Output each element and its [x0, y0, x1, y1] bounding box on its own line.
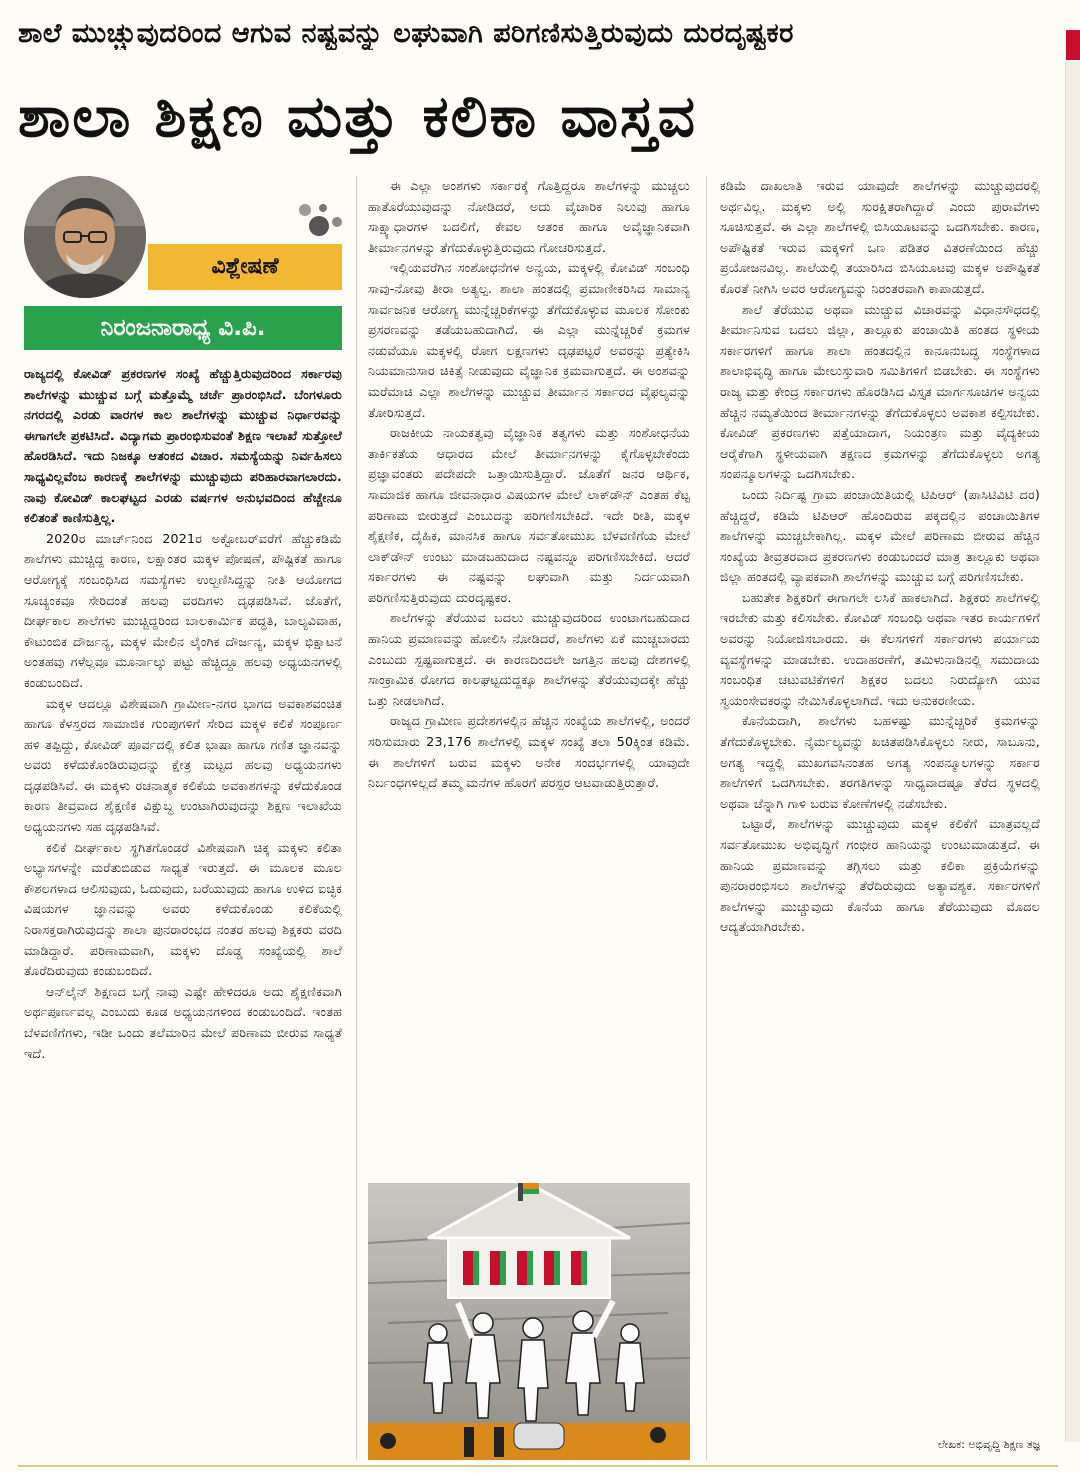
author-credit: ಲೇಖಕ: ಅಭಿವೃದ್ಧಿ ಶಿಕ್ಷಣ ತಜ್ಞ: [937, 1438, 1040, 1451]
school-children-illustration: [368, 1183, 690, 1460]
paragraph: ರಾಜ್ಯದ ಗ್ರಾಮೀಣ ಪ್ರದೇಶಗಳಲ್ಲಿನ ಹೆಚ್ಚಿನ ಸಂಖ್ಯೆಯ ಶಾಲೆಗಳಲ್ಲಿ, ಅಂದರೆ ಸರಿಸುಮಾರು 23,176 ಶಾಲೆಗಳಲ್ಲಿ ಮಕ್ಕಳ ಸಂಖ್ಯೆ ತಲಾ 50ಕ್ಕಿಂತ ಕಡಿಮೆ. ಈ ಶಾಲೆಗಳಿಗೆ ಬರುವ ಮಕ್ಕಳು ಅನೇಕ ಸಂದರ್ಭಗಳಲ್ಲಿ ಯಾವುದೇ ನಿರ್ಬಂಧಗಳಿಲ್ಲದೆ ತಮ್ಮ ಮನೆಗಳ ಹೊರಗೆ ಪರಸ್ಪರ ಆಟವಾಡುತ್ತಿರುತ್ತಾರೆ.: [368, 713, 690, 791]
section-tag: ವಿಶ್ಲೇಷಣೆ: [211, 254, 279, 279]
paragraph: ಶಾಲೆ ತೆರೆಯುವ ಅಥವಾ ಮುಚ್ಚುವ ವಿಚಾರವನ್ನು ವಿಧಾನಸೌಧದಲ್ಲಿ ತೀರ್ಮಾನಿಸುವ ಬದಲು ಜಿಲ್ಲಾ, ತಾಲ್ಲೂಕು ಪಂಚಾಯಿತಿ ಹಂತದ ಸ್ಥಳೀಯ ಸರ್ಕಾರಗಳಿಗೆ ಹಾಗೂ ಶಾಲಾ ಹಂತದಲ್ಲಿನ ಕಾನೂನುಬದ್ಧ ಸಂಸ್ಥೆಗಳಾದ ಶಾಲಾಭಿವೃದ್ಧಿ ಹಾಗೂ ಮೇಲುಸ್ತುವಾರಿ ಸಮಿತಿಗಳಿಗೆ ಬಿಡಬೇಕು. ಈ ಸಂಸ್ಥೆಗಳು ರಾಜ್ಯ ಮತ್ತು ಕೇಂದ್ರ ಸರ್ಕಾರಗಳು ಹೊರಡಿಸಿದ ವಿಸ್ತೃತ ಮಾರ್ಗಸೂಚಿಗಳ ಅನ್ವಯ ಹೆಚ್ಚಿನ ನಮ್ಯತೆಯಿಂದ ತೀರ್ಮಾನಗಳನ್ನು ತೆಗೆದುಕೊಳ್ಳಲು ಅವಕಾಶ ಕಲ್ಪಿಸಬೇಕು. ಕೋವಿಡ್ ಪ್ರಕರಣಗಳು ಪತ್ತೆಯಾದಾಗ, ನಿಯಂತ್ರಣ ಮತ್ತು ವೈದ್ಯಕೀಯ ಆರೈಕೆಗಾಗಿ ಸ್ಥಳೀಯವಾಗಿ ತಕ್ಷಣದ ಕ್ರಮಗಳನ್ನು ತೆಗೆದುಕೊಳ್ಳಲು ಅಗತ್ಯ ಸಂಪನ್ಮೂಲಗಳನ್ನು ಒದಗಿಸಬೇಕು.: [720, 301, 1040, 482]
decorative-dots: [295, 200, 345, 240]
page-edge-marker: [1066, 30, 1080, 60]
paragraph: ಕೊನೆಯದಾಗಿ, ಶಾಲೆಗಳು ಬಹಳಷ್ಟು ಮುನ್ನೆಚ್ಚರಿಕೆ ಕ್ರಮಗಳನ್ನು ತೆಗೆದುಕೊಳ್ಳಬೇಕು. ನೈರ್ಮಲ್ಯವನ್ನು ಖಚಿತಪಡಿಸಿಕೊಳ್ಳಲು ನೀರು, ಸಾಬೂನು, ಅಗತ್ಯ ಇದ್ದಲ್ಲಿ ಮುಖಗವಸಿನಂತಹ ಅಗತ್ಯ ಸಂಪನ್ಮೂಲಗಳನ್ನು ಸರ್ಕಾರ ಶಾಲೆಗಳಿಗೆ ಒದಗಿಸಬೇಕು. ತರಗತಿಗಳನ್ನು ಸಾಧ್ಯವಾದಷ್ಟೂ ತೆರೆದ ಸ್ಥಳದಲ್ಲಿ ಅಥವಾ ಚೆನ್ನಾಗಿ ಗಾಳಿ ಬರುವ ಕೋಣೆಗಳಲ್ಲಿ ನಡೆಸಬೇಕು.: [720, 713, 1040, 811]
paragraph: ಒಟ್ಟಾರೆ, ಶಾಲೆಗಳನ್ನು ಮುಚ್ಚುವುದು ಮಕ್ಕಳ ಕಲಿಕೆಗೆ ಮಾತ್ರವಲ್ಲದೆ ಸರ್ವತೋಮುಖ ಅಭಿವೃದ್ಧಿಗೆ ಗಂಭೀರ ಹಾನಿಯನ್ನು ಉಂಟುಮಾಡುತ್ತದೆ. ಈ ಹಾನಿಯ ಪ್ರಮಾಣವನ್ನು ತಗ್ಗಿಸಲು ಮತ್ತು ಕಲಿಕಾ ಪ್ರಕ್ರಿಯೆಗಳನ್ನು ಪುನರಾರಂಭಿಸಲು ಶಾಲೆಗಳನ್ನು ತೆರೆದಿರುವುದು ಅತ್ಯಾವಶ್ಯಕ. ಸರ್ಕಾರಗಳಿಗೆ ಶಾಲೆಗಳನ್ನು ಮುಚ್ಚುವುದು ಕೊನೆಯ ಹಾಗೂ ತೆರೆಯುವುದು ಮೊದಲ ಆದ್ಯತೆಯಾಗಿರಬೇಕು.: [720, 816, 1040, 935]
paragraph: ಕಡಿಮೆ ದಾಖಲಾತಿ ಇರುವ ಯಾವುದೇ ಶಾಲೆಗಳನ್ನು ಮುಚ್ಚುವುದರಲ್ಲಿ ಅರ್ಥವಿಲ್ಲ. ಮಕ್ಕಳು ಅಲ್ಲಿ ಸುರಕ್ಷಿತರಾಗಿದ್ದಾರೆ ಎಂದು ಪುರಾವೆಗಳು ಸೂಚಿಸುತ್ತವೆ. ಈ ಎಲ್ಲಾ ಶಾಲೆಗಳಲ್ಲಿ ಬಿಸಿಯೂಟವನ್ನು ಒದಗಿಸಬೇಕು. ಕಾರಣ, ಅಪೌಷ್ಟಿಕತೆ ಇರುವ ಮಕ್ಕಳಿಗೆ ಒಣ ಪಡಿತರ ವಿತರಣೆಯಿಂದ ಹೆಚ್ಚು ಪ್ರಯೋಜನವಿಲ್ಲ. ಶಾಲೆಯಲ್ಲಿ ತಯಾರಿಸಿದ ಬಿಸಿಯೂಟವು ಮಕ್ಕಳ ಅಪೌಷ್ಟಿಕತೆ ಕೊರತೆ ನೀಗಿಸಿ ಅವರ ಆರೋಗ್ಯವನ್ನು ನಿರಂತರವಾಗಿ ಕಾಪಾಡುತ್ತದೆ.: [720, 178, 1040, 296]
paragraph: ರಾಜಕೀಯ ನಾಯಕತ್ವವು ವೈಜ್ಞಾನಿಕ ತತ್ವಗಳು ಮತ್ತು ಸಂಶೋಧನೆಯ ತಾರ್ಕಿಕತೆಯ ಆಧಾರದ ಮೇಲೆ ತೀರ್ಮಾನಗಳನ್ನು ಕೈಗೊಳ್ಳಬೇಕೆಂದು ಪ್ರಜ್ಞಾವಂತರು ಪದೇಪದೇ ಒತ್ತಾಯಿಸುತ್ತಿದ್ದಾರೆ. ಜೊತೆಗೆ ಜನರ ಆರ್ಥಿಕ, ಸಾಮಾಜಿಕ ಹಾಗೂ ಜೀವನಾಧಾರ ವಿಷಯಗಳ ಮೇಲೆ ಲಾಕ್‌ಡೌನ್ ಎಂತಹ ಕೆಟ್ಟ ಪರಿಣಾಮ ಬೀರುತ್ತದೆ ಎಂಬುದನ್ನು ಪರಿಗಣಿಸಬೇಕಿದೆ. ಇದೇ ರೀತಿ, ಮಕ್ಕಳ ಶೈಕ್ಷಣಿಕ, ದೈಹಿಕ, ಮಾನಸಿಕ ಹಾಗೂ ಸರ್ವತೋಮುಖ ಬೆಳವಣಿಗೆಯ ಮೇಲೆ ಲಾಕ್‌ಡೌನ್ ಉಂಟು ಮಾಡಬಹುದಾದ ನಷ್ಟವನ್ನೂ ಪರಿಗಣಿಸಬೇಕಿದೆ. ಆದರೆ ಸರ್ಕಾರಗಳು ಈ ನಷ್ಟವನ್ನು ಲಘುವಾಗಿ ಮತ್ತು ನಿರ್ದಯವಾಗಿ ಪರಿಗಣಿಸುತ್ತಿರುವುದು ದುರದೃಷ್ಟಕರ.: [368, 425, 690, 605]
paragraph: ಇಲ್ಲಿಯವರೆಗಿನ ಸಂಶೋಧನೆಗಳ ಅನ್ವಯ, ಮಕ್ಕಳಲ್ಲಿ ಕೋವಿಡ್ ಸಂಬಂಧಿ ಸಾವು-ನೋವು ತೀರಾ ಅತ್ಯಲ್ಪ. ಶಾಲಾ ಹಂತದಲ್ಲಿ ಪ್ರಮಾಣೀಕರಿಸಿದ ಸಾಮಾನ್ಯ ಸಾರ್ವಜನಿಕ ಆರೋಗ್ಯ ಮುನ್ನೆಚ್ಚರಿಕೆಗಳನ್ನು ತೆಗೆದುಕೊಳ್ಳುವ ಮೂಲಕ ಸೋಂಕು ಪ್ರಸರಣವನ್ನು ತಡೆಯಬಹುದಾಗಿದೆ. ಈ ಎಲ್ಲಾ ಮುನ್ನೆಚ್ಚರಿಕೆ ಕ್ರಮಗಳ ನಡುವೆಯೂ ಮಕ್ಕಳಲ್ಲಿ ರೋಗ ಲಕ್ಷಣಗಳು ದೃಢಪಟ್ಟರೆ ಅವರನ್ನು ಪ್ರತ್ಯೇಕಿಸಿ ನಿಯಮಾನುಸಾರ ಚಿಕಿತ್ಸೆ ನೀಡುವುದು ವೈಜ್ಞಾನಿಕ ಕ್ರಮವಾಗುತ್ತದೆ. ಈ ಅಂಶವನ್ನು ಮರೆಮಾಚಿ ಎಲ್ಲಾ ಶಾಲೆಗಳನ್ನು ಮುಚ್ಚುವ ತೀರ್ಮಾನ ಸರ್ಕಾರದ ವೈಫಲ್ಯವನ್ನು ತೋರಿಸುತ್ತದೆ.: [368, 260, 690, 420]
author-byline: ನಿರಂಜನಾರಾಧ್ಯ ವಿ.ಪಿ.: [24, 306, 342, 350]
author-portrait: [24, 176, 146, 298]
article-column-2: [368, 176, 690, 1182]
article-column-1: [24, 364, 342, 1464]
article-column-3: [720, 176, 1040, 1440]
headline: ಶಾಲಾ ಶಿಕ್ಷಣ ಮತ್ತು ಕಲಿಕಾ ವಾಸ್ತವ: [18, 82, 697, 150]
column-divider: [356, 176, 357, 1460]
kicker-line: ಶಾಲೆ ಮುಚ್ಚುವುದರಿಂದ ಆಗುವ ನಷ್ಟವನ್ನು ಲಘುವಾಗಿ ಪರಿಗಣಿಸುತ್ತಿರುವುದು ದುರದೃಷ್ಟಕರ: [18, 18, 794, 49]
paragraph: ಬಹುತೇಕ ಶಿಕ್ಷಕರಿಗೆ ಈಗಾಗಲೇ ಲಸಿಕೆ ಹಾಕಲಾಗಿದೆ. ಶಿಕ್ಷಕರು ಶಾಲೆಗಳಲ್ಲಿ ಇರಬೇಕು ಮತ್ತು ಕಲಿಸಬೇಕು. ಕೋವಿಡ್ ಸಂಬಂಧಿ ಅಥವಾ ಇತರ ಕಾರ್ಯಗಳಿಗೆ ಅವರನ್ನು ನಿಯೋಜಿಸಬಾರದು. ಈ ಕೆಲಸಗಳಿಗೆ ಸರ್ಕಾರಗಳು ಪರ್ಯಾಯ ವ್ಯವಸ್ಥೆಗಳನ್ನು ಮಾಡಬೇಕು. ಉದಾಹರಣೆಗೆ, ತಮಿಳುನಾಡಿನಲ್ಲಿ ಸಮುದಾಯ ಸಂಬಂಧಿತ ಚಟುವಟಿಕೆಗಳಿಗೆ ಶಿಕ್ಷಕರ ಬದಲು ನಿರುದ್ಯೋಗಿ ಯುವ ಸ್ವಯಂಸೇವಕರನ್ನು ನೇಮಿಸಿಕೊಳ್ಳಲಾಗಿದೆ. ಇದು ಅನುಕರಣೀಯ.: [720, 589, 1040, 708]
paragraph: ಶಾಲೆಗಳನ್ನು ತೆರೆಯುವ ಬದಲು ಮುಚ್ಚುವುದರಿಂದ ಉಂಟಾಗಬಹುದಾದ ಹಾನಿಯ ಪ್ರಮಾಣವನ್ನು ಹೋಲಿಸಿ ನೋಡಿದರೆ, ಶಾಲೆಗಳು ಏಕೆ ಮುಚ್ಚಬಾರದು ಎಂಬುದು ಸ್ಪಷ್ಟವಾಗುತ್ತದೆ. ಈ ಕಾರಣದಿಂದಲೇ ಜಗತ್ತಿನ ಹಲವು ದೇಶಗಳಲ್ಲಿ ಸಾಂಕ್ರಾಮಿಕ ರೋಗದ ಕಾಲಘಟ್ಟದುದ್ದಕ್ಕೂ ಶಾಲೆಗಳನ್ನು ತೆರೆಯುವುದಕ್ಕೇ ಹೆಚ್ಚು ಒತ್ತು ನೀಡಲಾಗಿದೆ.: [368, 610, 690, 708]
paragraph: ಒಂದು ನಿರ್ದಿಷ್ಟ ಗ್ರಾಮ ಪಂಚಾಯಿತಿಯಲ್ಲಿ ಟಿಪಿಆರ್ (ಪಾಸಿಟಿವಿಟಿ ದರ) ಹೆಚ್ಚಿದ್ದರೆ, ಕಡಿಮೆ ಟಿಪಿಆರ್ ಹೊಂದಿರುವ ಪಕ್ಕದಲ್ಲಿನ ಪಂಚಾಯಿತಿಗಳ ಶಾಲೆಗಳನ್ನು ಮುಚ್ಚಬೇಕಾಗಿಲ್ಲ. ಮಕ್ಕಳ ಮೇಲೆ ಪರಿಣಾಮ ಬೀರುವ ಹೆಚ್ಚಿನ ಸಂಖ್ಯೆಯ ತೀವ್ರತರವಾದ ಪ್ರಕರಣಗಳು ಕಂಡುಬಂದರೆ ಮಾತ್ರ ತಾಲ್ಲೂಕು ಅಥವಾ ಜಿಲ್ಲಾ ಹಂತದಲ್ಲಿ ವ್ಯಾಪಕವಾಗಿ ಶಾಲೆಗಳನ್ನು ಮುಚ್ಚುವ ಬಗ್ಗೆ ಪರಿಗಣಿಸಬೇಕು.: [720, 486, 1040, 585]
bottom-rule: [18, 1465, 1058, 1467]
paragraph: ಮಕ್ಕಳ ಆದಲ್ಲೂ ವಿಶೇಷವಾಗಿ ಗ್ರಾಮೀಣ-ನಗರ ಭಾಗದ ಅವಕಾಶವಂಚಿತ ಹಾಗೂ ಕೆಳಸ್ತರದ ಸಾಮಾಜಿಕ ಗುಂಪುಗಳಿಗೆ ಸೇರಿದ ಮಕ್ಕಳ ಕಲಿಕೆ ಸಂಪೂರ್ಣ ಹಳಿ ತಪ್ಪಿದ್ದು, ಕೋವಿಡ್ ಪೂರ್ವದಲ್ಲಿ ಕಲಿತ ಭಾಷಾ ಹಾಗೂ ಗಣಿತ ಜ್ಞಾನವನ್ನು ಅವರು ಕಳೆದುಕೊಂಡಿರುವುದನ್ನು ಕ್ಷೇತ್ರ ಮಟ್ಟದ ಹಲವು ಅಧ್ಯಯನಗಳು ದೃಢಪಡಿಸಿವೆ. ಈ ಮಕ್ಕಳು ರಚನಾತ್ಮಕ ಕಲಿಕೆಯ ಅವಕಾಶಗಳನ್ನು ಕಳೆದುಕೊಂಡ ಕಾರಣ ತೀವ್ರವಾದ ಶೈಕ್ಷಣಿಕ ವಿಕ್ಷುಬ್ಧ ಉಂಟಾಗಿರುವುದನ್ನು ಶಿಕ್ಷಣ ಇಲಾಖೆಯ ಅಧ್ಯಯನಗಳು ಸಹ ದೃಢಪಡಿಸಿವೆ.: [24, 695, 342, 835]
paragraph: ಕಲಿಕೆ ದೀರ್ಘಕಾಲ ಸ್ಥಗಿತಗೊಂಡರೆ ವಿಶೇಷವಾಗಿ ಚಿಕ್ಕ ಮಕ್ಕಳು ಕಲಿತಾ ಅಭ್ಯಾಸಗಳನ್ನೇ ಮರೆತುಬಿಡುವ ಸಾಧ್ಯತೆ ಇರುತ್ತದೆ. ಈ ಮೂಲಕ ಮೂಲ ಕೌಶಲಗಳಾದ ಆಲಿಸುವುದು, ಓದುವುದು, ಬರೆಯುವುದು ಹಾಗೂ ಉಳಿದ ಐಚ್ಛಿಕ ವಿಷಯಗಳ ಜ್ಞಾನವನ್ನು ಅವರು ಕಳೆದುಕೊಂಡು ಕಲಿಕೆಯಲ್ಲಿ ನಿರಾಸಕ್ತರಾಗಿರುವುದನ್ನು ಶಾಲಾ ಪುನರಾರಂಭದ ನಂತರ ಹಲವು ಶಿಕ್ಷಕರು ವರದಿ ಮಾಡಿದ್ದಾರೆ. ಪರಿಣಾಮವಾಗಿ, ಮಕ್ಕಳು ದೊಡ್ಡ ಸಂಖ್ಯೆಯಲ್ಲಿ ಶಾಲೆ ತೊರೆದಿರುವುದು ಕಂಡುಬಂದಿದೆ.: [24, 839, 342, 979]
paragraph: ಈ ಎಲ್ಲಾ ಅಂಶಗಳು ಸರ್ಕಾರಕ್ಕೆ ಗೊತ್ತಿದ್ದರೂ ಶಾಲೆಗಳನ್ನು ಮುಚ್ಚಲು ಹಾತೊರೆಯುವುದನ್ನು ನೋಡಿದರೆ, ಅದು ವೈಚಾರಿಕ ನಿಲುವು ಹಾಗೂ ಸಾಕ್ಷ್ಯಾಧಾರಗಳ ಬದಲಿಗೆ, ಕೇವಲ ಆತಂಕ ಹಾಗೂ ಅವೈಜ್ಞಾನಿಕವಾಗಿ ತೀರ್ಮಾನಗಳನ್ನು ತೆಗೆದುಕೊಳ್ಳುತ್ತಿರುವುದು ಗೋಚರಿಸುತ್ತದೆ.: [368, 178, 690, 255]
column-divider: [706, 176, 707, 1460]
adjacent-page-edge: [1065, 62, 1080, 1442]
paragraph: ಆನ್‌ಲೈನ್ ಶಿಕ್ಷಣದ ಬಗ್ಗೆ ನಾವು ಎಷ್ಟೇ ಹೇಳಿದರೂ ಅದು ಶೈಕ್ಷಣಿಕವಾಗಿ ಅರ್ಥಪೂರ್ಣವಲ್ಲ ಎಂಬುದು ಕೂಡ ಅಧ್ಯಯನಗಳಿಂದ ಕಂಡುಬಂದಿದೆ. ಇಂತಹ ಬೆಳವಣಿಗೆಗಳು, ಇಡೀ ಒಂದು ತಲೆಮಾರಿನ ಮೇಲೆ ಪರಿಣಾಮ ಬೀರುವ ಸಾಧ್ಯತೆ ಇದೆ.: [24, 983, 342, 1061]
paragraph: 2020ರ ಮಾರ್ಚ್‌ನಿಂದ 2021ರ ಅಕ್ಟೋಬರ್‌ವರೆಗೆ ಹೆಚ್ಚುಕಡಿಮೆ ಶಾಲೆಗಳು ಮುಚ್ಚಿದ್ದ ಕಾರಣ, ಲಕ್ಷಾಂತರ ಮಕ್ಕಳ ಪೋಷಣೆ, ಪೌಷ್ಟಿಕತೆ ಹಾಗೂ ಆರೋಗ್ಯಕ್ಕೆ ಸಂಬಂಧಿಸಿದ ಸಮಸ್ಯೆಗಳು ಉಲ್ಬಣಿಸಿದ್ದನ್ನು ನೀತಿ ಆಯೋಗದ ಸೂಚ್ಯಂಕವೂ ಸೇರಿದಂತೆ ಹಲವು ವರದಿಗಳು ದೃಢಪಡಿಸಿವೆ. ಜೊತೆಗೆ, ದೀರ್ಘಕಾಲ ಶಾಲೆಗಳು ಮುಚ್ಚಿದ್ದರಿಂದ ಬಾಲಕಾರ್ಮಿಕ ಪದ್ಧತಿ, ಬಾಲ್ಯವಿವಾಹ, ಕೌಟುಂಬಿಕ ದೌರ್ಜನ್ಯ, ಮಕ್ಕಳ ಮೇಲಿನ ಲೈಂಗಿಕ ದೌರ್ಜನ್ಯ, ಮಕ್ಕಳ ಭಿಕ್ಷಾಟನೆ ಅಂತಹವು ಗಳೆಲ್ಲವೂ ಮೂರ್ನಾಲ್ಕು ಪಟ್ಟು ಹೆಚ್ಚಿದ್ದೂ ಹಲವು ಅಧ್ಯಯನಗಳಲ್ಲಿ ಕಂಡುಬಂದಿದೆ.: [24, 530, 342, 690]
paragraph: ರಾಜ್ಯದಲ್ಲಿ ಕೋವಿಡ್ ಪ್ರಕರಣಗಳ ಸಂಖ್ಯೆ ಹೆಚ್ಚುತ್ತಿರುವುದರಿಂದ ಸರ್ಕಾರವು ಶಾಲೆಗಳನ್ನು ಮುಚ್ಚುವ ಬಗ್ಗೆ ಮತ್ತೊಮ್ಮೆ ಚರ್ಚೆ ಪ್ರಾರಂಭಿಸಿದೆ. ಬೆಂಗಳೂರು ನಗರದಲ್ಲಿ ಎರಡು ವಾರಗಳ ಕಾಲ ಶಾಲೆಗಳನ್ನು ಮುಚ್ಚುವ ನಿರ್ಧಾರವನ್ನು ಈಗಾಗಲೇ ಪ್ರಕಟಿಸಿದೆ. ವಿದ್ಯಾಗಮ ಪ್ರಾರಂಭಿಸುವಂತೆ ಶಿಕ್ಷಣ ಇಲಾಖೆ ಸುತ್ತೋಲೆ ಹೊರಡಿಸಿದೆ. ಇದು ನಿಜಕ್ಕೂ ಆತಂಕದ ವಿಚಾರ. ಸಮಸ್ಯೆಯನ್ನು ನಿರ್ವಹಿಸಲು ಸಾಧ್ಯವಿಲ್ಲವೆಂಬ ಕಾರಣಕ್ಕೆ ಶಾಲೆಗಳನ್ನು ಮುಚ್ಚುವುದು ಪರಿಹಾರವಾಗಲಾರದು. ನಾವು ಕೋವಿಡ್ ಕಾಲಘಟ್ಟದ ಎರಡು ವರ್ಷಗಳ ಅನುಭವದಿಂದ ಹೆಚ್ಚೇನೂ ಕಲಿತಂತೆ ಕಾಣಿಸುತ್ತಿಲ್ಲ.: [24, 366, 342, 526]
